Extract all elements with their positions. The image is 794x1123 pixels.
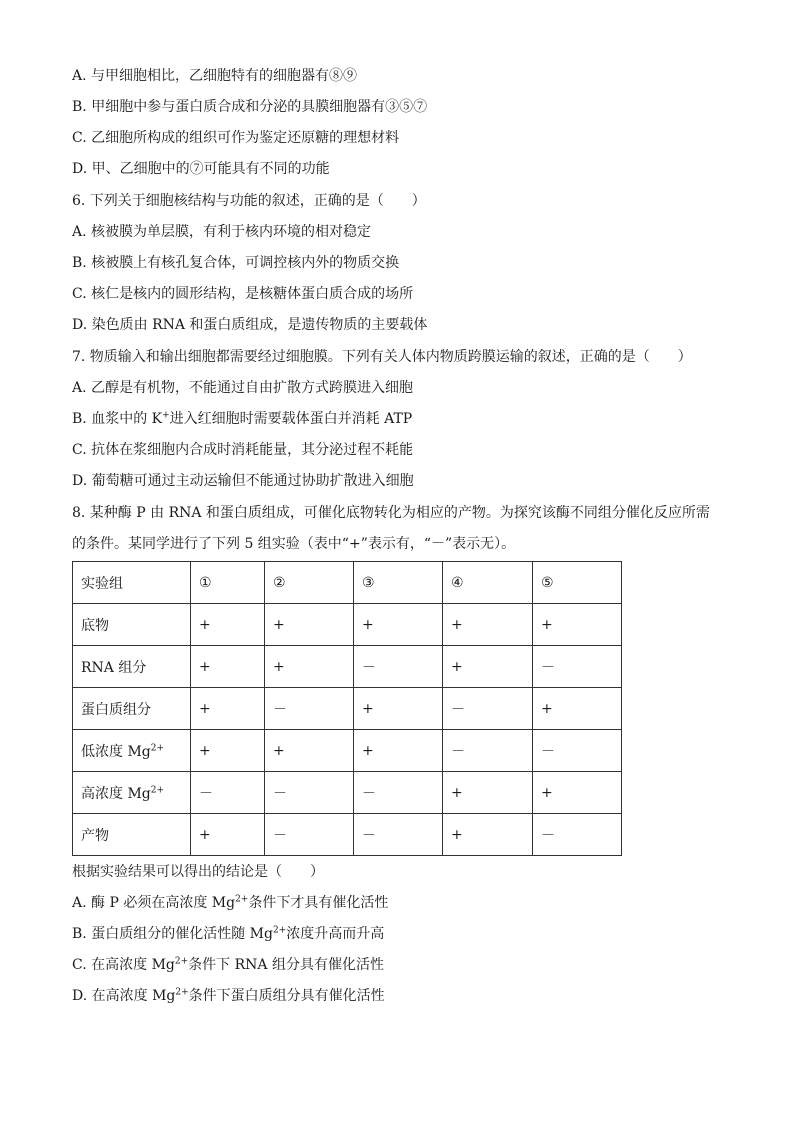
- q7-option-c: C. 抗体在浆细胞内合成时消耗能量，其分泌过程不耗能: [72, 442, 414, 458]
- table-cell: +: [533, 772, 622, 814]
- q7-option-b: B. 血浆中的 K+进入红细胞时需要载体蛋白并消耗 ATP: [72, 410, 413, 427]
- q6-stem: 6. 下列关于细胞核结构与功能的叙述，正确的是（ ）: [72, 193, 426, 209]
- table-row: [73, 814, 622, 856]
- q7-option-a: A. 乙醇是有机物，不能通过自由扩散方式跨膜进入细胞: [72, 380, 414, 396]
- table-cell: －: [443, 688, 533, 730]
- table-cell: +: [265, 730, 354, 772]
- table-cell: +: [443, 814, 533, 856]
- table-cell: －: [265, 688, 354, 730]
- row-label: 底物: [73, 604, 191, 646]
- q6-option-a: A. 核被膜为单层膜，有利于核内环境的相对稳定: [72, 224, 372, 240]
- table-cell: +: [533, 604, 622, 646]
- q6-option-d: D. 染色质由 RNA 和蛋白质组成，是遗传物质的主要载体: [72, 317, 428, 333]
- table-cell: －: [533, 646, 622, 688]
- q8-option-c: C. 在高浓度 $Mg^{2+}$条件下 RNA 组分具有催化活性: [72, 956, 384, 973]
- table-cell: －: [533, 814, 622, 856]
- table-cell: +: [191, 814, 265, 856]
- table-row: [73, 604, 622, 646]
- table-row: [73, 772, 622, 814]
- table-cell: +: [354, 730, 443, 772]
- header-cell: ④: [443, 562, 533, 604]
- q6-option-b: B. 核被膜上有核孔复合体，可调控核内外的物质交换: [72, 255, 400, 271]
- row-label: 产物: [73, 814, 191, 856]
- header-cell: 实验组: [73, 562, 191, 604]
- q8-stem: 8. 某种酶 P 由 RNA 和蛋白质组成，可催化底物转化为相应的产物。为探究该酶不同组分催化反应所需的条件。某同学进行了下列 5 组实验（表中“+”表示有，“－”表示无）。: [72, 505, 710, 552]
- table-cell: －: [265, 772, 354, 814]
- table-row: [73, 688, 622, 730]
- header-cell: ①: [191, 562, 265, 604]
- table-header-row: [73, 562, 622, 604]
- q8-option-a: A. 酶 P 必须在高浓度 $Mg^{2+}$条件下才具有催化活性: [72, 894, 389, 911]
- table-cell: －: [265, 814, 354, 856]
- table-cell: +: [191, 604, 265, 646]
- experiment-table: [72, 561, 622, 856]
- table-cell: －: [443, 730, 533, 772]
- table-cell: +: [354, 688, 443, 730]
- table-cell: +: [354, 604, 443, 646]
- q8-option-d: D. 在高浓度 $Mg^{2+}$条件下蛋白质组分具有催化活性: [72, 987, 385, 1004]
- table-cell: +: [443, 604, 533, 646]
- q5-option-b: B. 甲细胞中参与蛋白质合成和分泌的具膜细胞器有③⑤⑦: [72, 99, 428, 115]
- header-cell: ②: [265, 562, 354, 604]
- table-cell: +: [191, 688, 265, 730]
- table-cell: －: [533, 730, 622, 772]
- table-cell: +: [191, 646, 265, 688]
- table-cell: +: [443, 646, 533, 688]
- table-cell: +: [533, 688, 622, 730]
- table-cell: －: [191, 772, 265, 814]
- row-label: 低浓度 $Mg^{2+}$: [73, 730, 191, 772]
- q7-option-d: D. 葡萄糖可通过主动运输但不能通过协助扩散进入细胞: [72, 473, 414, 489]
- row-label: RNA 组分: [73, 646, 191, 688]
- q6-option-c: C. 核仁是核内的圆形结构，是核糖体蛋白质合成的场所: [72, 286, 414, 302]
- header-cell: ⑤: [533, 562, 622, 604]
- q5-option-a: A. 与甲细胞相比，乙细胞特有的细胞器有⑧⑨: [72, 68, 358, 84]
- table-cell: +: [265, 604, 354, 646]
- q8-question: 根据实验结果可以得出的结论是（ ）: [72, 864, 324, 880]
- q5-option-d: D. 甲、乙细胞中的⑦可能具有不同的功能: [72, 161, 330, 177]
- header-cell: ③: [354, 562, 443, 604]
- table-cell: +: [443, 772, 533, 814]
- table-row: [73, 730, 622, 772]
- table-cell: －: [354, 814, 443, 856]
- q5-option-c: C. 乙细胞所构成的组织可作为鉴定还原糖的理想材料: [72, 130, 400, 146]
- row-label: 高浓度 $Mg^{2+}$: [73, 772, 191, 814]
- q8-option-b: B. 蛋白质组分的催化活性随 $Mg^{2+}$浓度升高而升高: [72, 925, 385, 942]
- table-cell: －: [354, 772, 443, 814]
- table-cell: －: [354, 646, 443, 688]
- row-label: 蛋白质组分: [73, 688, 191, 730]
- table-row: [73, 646, 622, 688]
- table-cell: +: [265, 646, 354, 688]
- q7-stem: 7. 物质输入和输出细胞都需要经过细胞膜。下列有关人体内物质跨膜运输的叙述，正确的是（ ）: [72, 349, 692, 365]
- table-cell: +: [191, 730, 265, 772]
